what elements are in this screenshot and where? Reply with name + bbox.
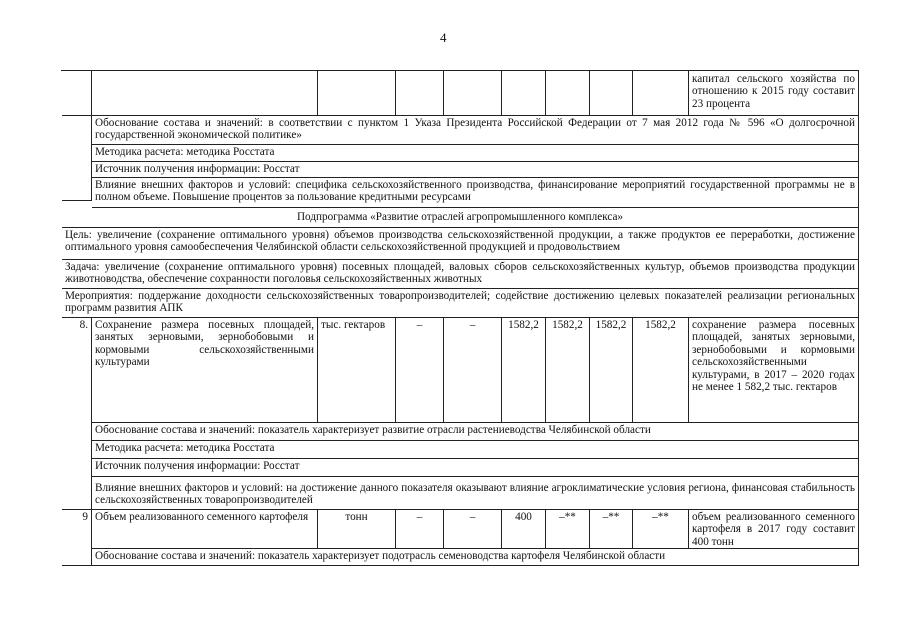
value-cell: 1582,2 <box>546 318 590 423</box>
value-cell: 1582,2 <box>633 318 689 423</box>
source-text: Источник получения информации: Росстат <box>92 459 859 477</box>
result-cell: сохранение размера посевных площадей, занятых зерновыми, зернобобовыми и кормовыми сельскохозяйственными культурами, в 2017 – 2020 годах не менее 1 582,2 тыс. гектаров <box>689 318 859 423</box>
influence-text: Влияние внешних факторов и условий: специфика сельскохозяйственного производства, финансирование мероприятий государственной программы не в полном объеме. Повышение процентов за пользование кредитными ресурсами <box>92 178 859 208</box>
influence-text: Влияние внешних факторов и условий: на достижение данного показателя оказывают влияние агроклиматические условия региона, финансовая стабильность сельскохозяйственных товаропроизводителей <box>92 477 859 510</box>
value-cell: –** <box>590 510 633 549</box>
value-cell: – <box>444 510 502 549</box>
table-cell <box>396 71 444 116</box>
table-cell <box>318 71 396 116</box>
result-cell: капитал сельского хозяйства по отношению к 2015 году составит 23 процента <box>689 71 859 116</box>
source-text: Источник получения информации: Росстат <box>92 162 859 178</box>
value-cell: – <box>396 510 444 549</box>
page-number: 4 <box>440 30 447 45</box>
table-cell <box>633 71 689 116</box>
indicator-name: Сохранение размера посевных площадей, занятых зерновыми, зернобобовыми и кормовыми сельскохозяйственными культурами <box>92 318 318 423</box>
method-text: Методика расчета: методика Росстата <box>92 145 859 162</box>
subprogram-title: Подпрограмма «Развитие отраслей агропромышленного комплекса» <box>62 208 859 228</box>
value-cell: – <box>444 318 502 423</box>
value-cell: –** <box>633 510 689 549</box>
value-cell: – <box>396 318 444 423</box>
justification-text: Обоснование состава и значений: показатель характеризует подотрасль семеноводства картофеля Челябинской области <box>92 549 859 566</box>
table-cell <box>62 116 92 201</box>
table-cell <box>590 71 633 116</box>
indicator-name: Объем реализованного семенного картофеля <box>92 510 318 549</box>
justification-text: Обоснование состава и значений: показатель характеризует развитие отрасли растениеводства Челябинской области <box>92 423 859 441</box>
unit-cell: тонн <box>318 510 396 549</box>
value-cell: 1582,2 <box>590 318 633 423</box>
table-cell <box>444 71 502 116</box>
row-number: 8. <box>62 318 92 510</box>
row-number: 9 <box>62 510 92 566</box>
measures-text: Мероприятия: поддержание доходности сельскохозяйственных товаропроизводителей; содействие достижению целевых показателей реализации региональных программ развития АПК <box>62 289 859 318</box>
unit-cell: тыс. гектаров <box>318 318 396 423</box>
indicators-table <box>61 70 859 562</box>
table-cell <box>502 71 546 116</box>
goal-text: Цель: увеличение (сохранение оптимального уровня) объемов производства сельскохозяйственной продукции, а также продуктов ее переработки, достижение оптимального уровня самообеспечения Челябинской области сельскохозяйственной продукцией и продовольствием <box>62 228 859 260</box>
table-cell <box>546 71 590 116</box>
result-cell: объем реализованного семенного картофеля в 2017 году составит 400 тонн <box>689 510 859 549</box>
value-cell: –** <box>546 510 590 549</box>
table-cell <box>62 71 92 116</box>
justification-text: Обоснование состава и значений: в соответствии с пунктом 1 Указа Президента Российской Федерации от 7 мая 2012 года № 596 «О долгосрочной государственной экономической политике» <box>92 116 859 145</box>
method-text: Методика расчета: методика Росстата <box>92 441 859 459</box>
value-cell: 400 <box>502 510 546 549</box>
table-cell <box>92 71 318 116</box>
value-cell: 1582,2 <box>502 318 546 423</box>
task-text: Задача: увеличение (сохранение оптимального уровня) посевных площадей, валовых сборов сельскохозяйственных культур, объемов производства продукции животноводства, обеспечение сохранности поголовья сельскохозяйственных животных <box>62 260 859 289</box>
